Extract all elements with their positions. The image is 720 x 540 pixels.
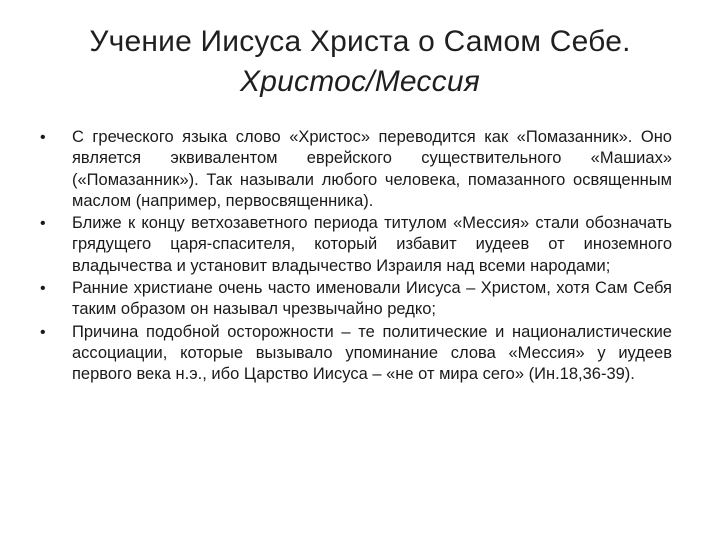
bullet-item	[40, 278, 672, 321]
bullet-item	[40, 213, 672, 277]
bullet-text: С греческого языка слово «Христос» переводится как «Помазанник». Оно является эквивалентом еврейского существительного «Машиах» («Помазанник»). Так называли любого человека, помазанного освященным маслом (например, первосвященника).	[72, 128, 672, 210]
bullet-dot-icon: •	[40, 280, 46, 298]
bullet-text: Ранние христиане очень часто именовали Иисуса – Христом, хотя Сам Себя таким образом он называл чрезвычайно редко;	[72, 279, 672, 319]
bullet-list	[40, 127, 672, 386]
slide-title	[20, 22, 700, 102]
bullet-text: Ближе к концу ветхозаветного периода титулом «Мессия» стали обозначать грядущего царя-спасителя, который избавит иудеев от иноземного владычества и установит владычество Израиля над всеми народами;	[72, 214, 672, 275]
bullet-item	[40, 127, 672, 212]
bullet-item	[40, 322, 672, 386]
slide-body	[40, 127, 672, 387]
bullet-dot-icon: •	[40, 129, 46, 146]
bullet-dot-icon: •	[40, 215, 46, 233]
bullet-text: Причина подобной осторожности – те политические и националистические ассоциации, которые вызывало упоминание слова «Мессия» у иудеев первого века н.э., ибо Царство Иисуса – «не от мира сего» (Ин.18,36-39).	[72, 322, 672, 384]
title-line-main: Учение Иисуса Христа о Самом Себе.	[89, 25, 631, 58]
title-line-sub: Христос/Мессия	[240, 65, 480, 98]
bullet-dot-icon: •	[40, 323, 46, 341]
